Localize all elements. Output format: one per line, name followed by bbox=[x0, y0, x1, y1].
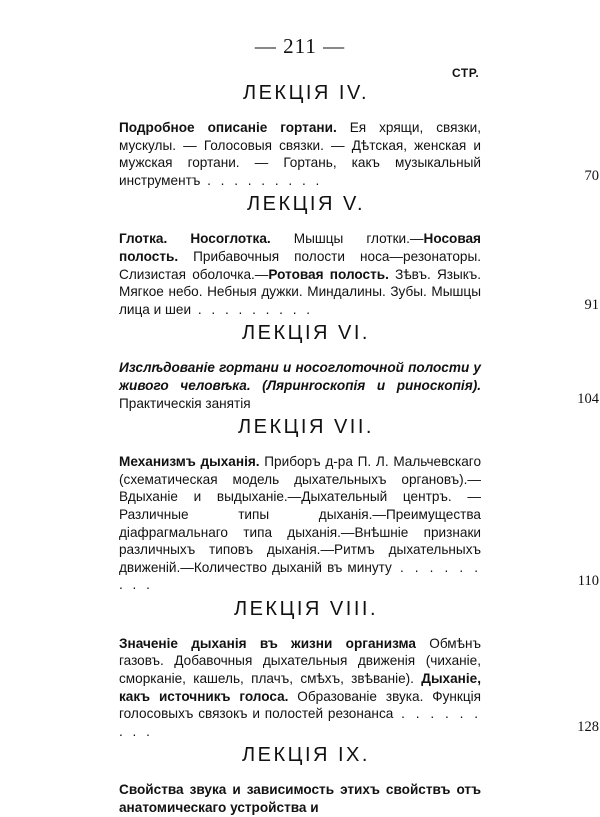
lecture-description bbox=[119, 119, 481, 189]
lecture-text: Практическія занятія bbox=[119, 395, 251, 411]
lecture-text: Приборъ д-ра П. Л. Мальчевскаго (схематическая модель дыхательныхъ органовъ).—Вдыханіе и выдыханіе.—Дыхательный центръ. — Различные типы дыханія.—Преимущества діафрагмальнаго типа дыханія.—Внѣшніе признаки различныхъ типовъ дыханія.—Ритмъ дыхательныхъ движеній.—Количество дыханій въ минуту bbox=[119, 454, 481, 575]
lecture-description bbox=[119, 453, 481, 594]
lecture-topic: Свойства звука и зависимость этихъ свойствъ отъ анатомическаго устройства и bbox=[119, 782, 481, 816]
lecture-topic: Механизмъ дыханія. bbox=[119, 454, 260, 470]
lecture-title: ЛЕКЦІЯ VII. bbox=[238, 416, 374, 439]
lecture-topic: Носовая полость. bbox=[119, 231, 481, 264]
lecture-title: ЛЕКЦІЯ IV. bbox=[242, 82, 370, 104]
lecture-page-number: 91 bbox=[584, 297, 599, 314]
lecture-entry bbox=[119, 322, 599, 412]
lecture-description bbox=[119, 635, 481, 741]
lecture-entry bbox=[119, 193, 599, 318]
dot-leader: . . . . . . . . . bbox=[191, 301, 314, 317]
lecture-page-number: 110 bbox=[577, 572, 599, 589]
lecture-page-number: 128 bbox=[577, 719, 599, 736]
lecture-topic: Глотка. Носоглотка. bbox=[119, 231, 271, 247]
lecture-entry bbox=[119, 744, 481, 816]
lecture-entry bbox=[119, 416, 599, 594]
lecture-title: ЛЕКЦІЯ V. bbox=[246, 193, 366, 216]
lecture-topic: Ротовая полость. bbox=[268, 266, 389, 282]
lecture-topic: Дыханіе, какъ источникъ голоса. bbox=[119, 671, 481, 704]
lecture-topic: Изслѣдованіе гортани и носоглоточной полости у живого человѣка. (Ляринrоскопія и риноскопія). bbox=[119, 360, 481, 393]
lecture-text: Прибавочныя полости носа—резонаторы. Слизистая оболочка.— bbox=[119, 248, 481, 282]
lecture-entry bbox=[119, 82, 599, 189]
lecture-title: ЛЕКЦІЯ VIII. bbox=[233, 597, 379, 620]
lecture-topic: Значеніе дыханія въ жизни организма bbox=[119, 635, 416, 651]
lecture-text: Образованіе звука. Функція голосовыхъ связокъ и полостей резонанса bbox=[119, 688, 481, 722]
lecture-title: ЛЕКЦІЯ IX. bbox=[242, 744, 370, 767]
lecture-text: Ея хрящи, связки, мускулы. — Голосовыя связки. — Дѣтская, женская и мужская гортани. — Гортань, какъ музыкальный инструментъ bbox=[119, 120, 481, 188]
lecture-description bbox=[119, 230, 481, 318]
lecture-page-number: 70 bbox=[584, 168, 599, 185]
dot-leader: . . . . . . . . . bbox=[200, 172, 323, 188]
lecture-text: Зѣвъ. Языкъ. Мягкое небо. Небныя дужки. Миндалины. Зубы. Мышцы лица и шеи bbox=[119, 266, 481, 317]
lecture-description bbox=[119, 781, 481, 816]
lecture-title: ЛЕКЦІЯ VI. bbox=[242, 322, 370, 345]
table-of-contents bbox=[119, 78, 599, 817]
dot-leader: . . . . . . . . . bbox=[119, 706, 481, 739]
lecture-topic: Подробное описаніе гортани. bbox=[119, 120, 337, 135]
lecture-page-number: 104 bbox=[577, 391, 599, 408]
lecture-text: Мышцы глотки.— bbox=[270, 231, 424, 247]
lecture-entry bbox=[119, 597, 599, 741]
page-number: — 211 — bbox=[254, 34, 346, 58]
lecture-description bbox=[119, 359, 481, 412]
lecture-text: Обмѣнъ газовъ. Добавочныя дыхательныя движенія (чиханіе, сморканіе, кашель, плачъ, смѣхъ, звѣваніе). bbox=[119, 635, 481, 687]
page-column-header: СТР. bbox=[452, 66, 480, 80]
dot-leader: . . . . . . . . . bbox=[119, 559, 482, 593]
